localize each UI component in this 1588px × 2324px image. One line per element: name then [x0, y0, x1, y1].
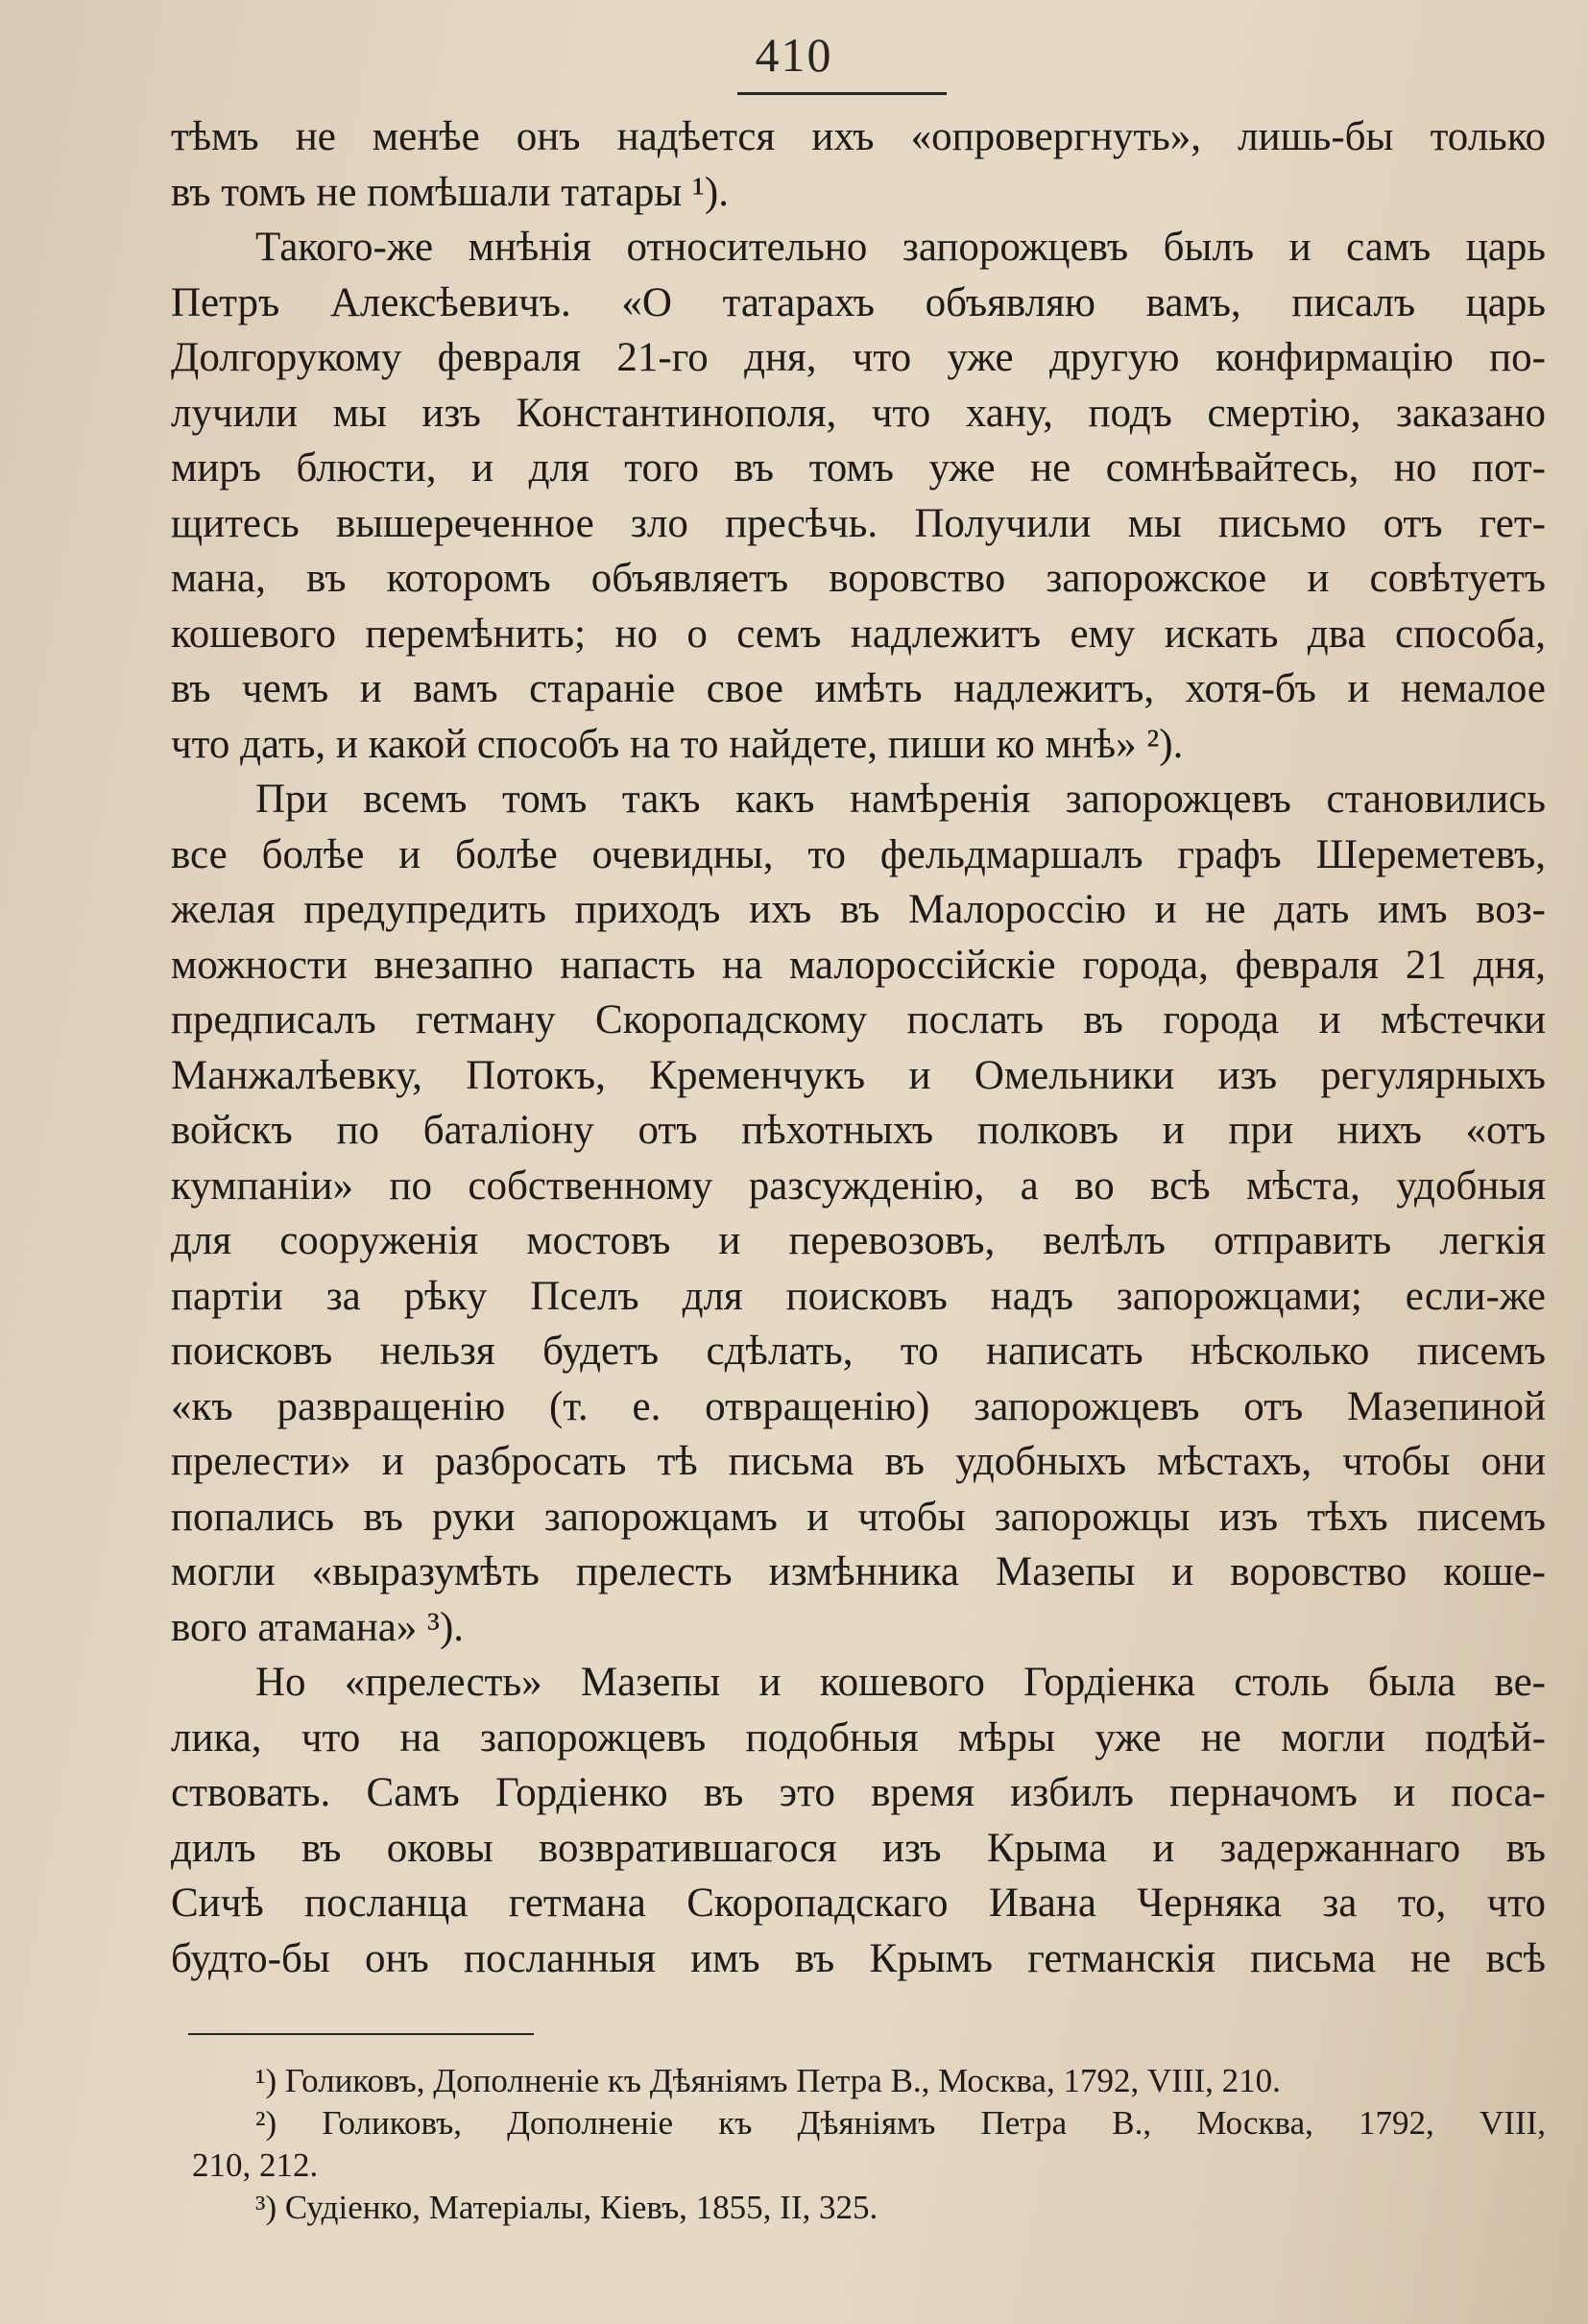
footnote-marker: ²) [255, 2104, 277, 2142]
text-line: вого атамана» ³). [171, 1604, 465, 1650]
text-line: ствовать. Самъ Гордіенко въ это время избилъ перначомъ и поса- [171, 1770, 1546, 1815]
text-line: что дать, и какой способъ на то найдете, пиши ко мнѣ» ²). [171, 721, 1184, 767]
footnote-text: Голиковъ, Дополненіе къ Дѣяніямъ Петра В., Москва, 1792, VIII, [322, 2104, 1546, 2142]
text-line: попались въ руки запорожцамъ и чтобы запорожцы изъ тѣхъ писемъ [171, 1494, 1546, 1540]
text-line: Долгорукому февраля 21-го дня, что уже другую конфирмацію по- [171, 335, 1546, 380]
footnote-text: Голиковъ, Дополненіе къ Дѣяніямъ Петра В., Москва, 1792, VIII, 210. [284, 2062, 1281, 2099]
text-line: предписалъ гетману Скоропадскому послать въ города и мѣстечки [171, 997, 1546, 1042]
page-number: 410 [755, 28, 833, 82]
footnote-continuation: 210, 212. [192, 2146, 319, 2184]
footnote-marker: ³) [255, 2189, 277, 2226]
text-line: Петръ Алексѣевичъ. «О татарахъ объявляю вамъ, писалъ царь [171, 279, 1546, 325]
footnote-marker: ¹) [255, 2062, 277, 2099]
text-line: мана, въ которомъ объявляетъ воровство запорожское и совѣтуетъ [171, 556, 1546, 601]
text-line: При всемъ томъ такъ какъ намѣренія запорожцевъ становились [255, 777, 1546, 822]
text-line: лика, что на запорожцевъ подобныя мѣры уже не могли подѣй- [171, 1714, 1546, 1761]
footnote [192, 2060, 1546, 2102]
footnotes [192, 2060, 1546, 2229]
footnote-separator [188, 2033, 534, 2035]
footnote-text: Судіенко, Матеріалы, Кіевъ, 1855, II, 325. [284, 2189, 878, 2226]
footnote [192, 2187, 1546, 2229]
text-line: кошевого перемѣнить; но о семъ надлежитъ ему искать два способа, [171, 611, 1546, 657]
text-line: Сичѣ посланца гетмана Скоропадскаго Ивана Черняка за то, что [171, 1881, 1546, 1926]
text-line: Манжалѣевку, Потокъ, Кременчукъ и Омельники изъ регулярныхъ [171, 1052, 1546, 1098]
text-line: «къ развращенію (т. е. отвращенію) запорожцевъ отъ Мазепиной [171, 1383, 1546, 1429]
text-line: лучили мы изъ Константинополя, что хану, подъ смертію, заказано [171, 390, 1546, 436]
text-line: прелести» и разбросать тѣ письма въ удобныхъ мѣстахъ, чтобы они [171, 1439, 1546, 1484]
page-number-rule [737, 92, 947, 95]
text-line: Но «прелесть» Мазепы и кошевого Гордіенка столь была ве- [255, 1660, 1546, 1705]
text-line: желая предупредить приходъ ихъ въ Малороссію и не дать имъ воз- [171, 887, 1546, 932]
text-line: миръ блюсти, и для того въ томъ уже не сомнѣвайтесь, но пот- [171, 445, 1546, 491]
body-text [171, 109, 1546, 1986]
text-line: дилъ въ оковы возвратившагося изъ Крыма и задержаннаго въ [171, 1825, 1546, 1871]
text-line: войскъ по баталіону отъ пѣхотныхъ полковъ и при нихъ «отъ [171, 1108, 1546, 1153]
text-line: въ чемъ и вамъ стараніе свое имѣть надлежитъ, хотя-бъ и немалое [171, 666, 1546, 711]
text-line: можности внезапно напасть на малороссійскіе города, февраля 21 дня, [171, 942, 1546, 988]
footnote [192, 2102, 1546, 2144]
text-line: могли «выразумѣть прелесть измѣнника Мазепы и воровство коше- [171, 1549, 1546, 1594]
text-line: партіи за рѣку Пселъ для поисковъ надъ запорожцами; если-же [171, 1273, 1546, 1319]
text-line: все болѣе и болѣе очевидны, то фельдмаршалъ графъ Шереметевъ, [171, 831, 1546, 877]
text-line: Такого-же мнѣнія относительно запорожцевъ былъ и самъ царь [255, 225, 1546, 270]
text-line: въ томъ не помѣшали татары ¹). [171, 169, 730, 215]
text-line: щитесь вышереченное зло пресѣчь. Получили мы письмо отъ гет- [171, 500, 1546, 546]
text-line: для сооруженія мостовъ и перевозовъ, велѣлъ отправить легкія [171, 1218, 1546, 1263]
text-line: будто-бы онъ посланныя имъ въ Крымъ гетманскія письма не всѣ [171, 1935, 1546, 1981]
text-line: поисковъ нельзя будетъ сдѣлать, то написать нѣсколько писемъ [171, 1329, 1546, 1374]
text-line: кумпаніи» по собственному разсужденію, а во всѣ мѣста, удобныя [171, 1162, 1546, 1209]
text-line: тѣмъ не менѣе онъ надѣется ихъ «опровергнуть», лишь-бы только [171, 114, 1546, 159]
